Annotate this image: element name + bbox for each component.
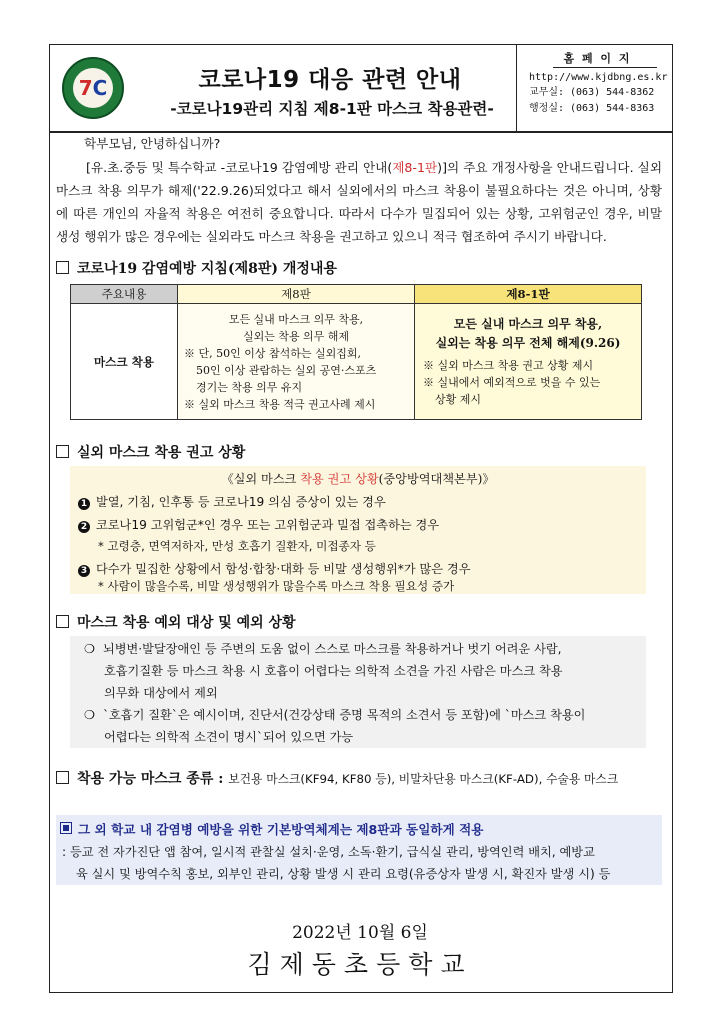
- body-line: 육 실시 및 방역수칙 홍보, 외부인 관리, 상황 발생 시 관리 요령(유증상자 발생 시, 확진자 발생 시) 등: [76, 867, 611, 881]
- number-bullet-icon: 3: [78, 565, 90, 577]
- header: [50, 45, 672, 133]
- list-item-cont: 어렵다는 의학적 소견이 명시`되어 있으면 가능: [104, 730, 354, 744]
- homepage-label: 홈 페 이 지: [563, 52, 632, 65]
- recommend-box-title: 《실외 마스크 착용 권고 상황(중앙방역대책본부)》: [221, 472, 495, 486]
- office-phone: 교무실: (063) 544-8362: [529, 87, 655, 98]
- list-item-cont: 호흡기질환 등 마스크 착용 시 호흡이 어렵다는 의학적 소견을 가진 사람은 마스크 착용: [104, 664, 563, 678]
- checkbox-icon: [56, 445, 69, 458]
- contact-box: [516, 45, 672, 131]
- divider: [553, 67, 657, 68]
- exceptions-box: [70, 636, 646, 748]
- issue-date: 2022년 10월 6일: [292, 923, 428, 943]
- table-header-v81: 제8-1판: [415, 285, 642, 304]
- v81-note: ※ 실외 마스크 착용 권고 상황 제시: [423, 359, 594, 372]
- v8-note: 경기는 착용 의무 유지: [196, 380, 303, 394]
- basic-quarantine-box: [56, 815, 662, 885]
- school-logo: [62, 57, 124, 119]
- table-cell-v8: [178, 304, 415, 420]
- list-item: ❍ `호흡기 질환`은 예시이며, 진단서(건강상태 증명 목적의 소견서 등 포함)에 `마스크 착용이: [84, 708, 586, 722]
- section-heading-revision: 코로나19 감염예방 지침(제8판) 개정내용: [56, 258, 337, 278]
- number-bullet-icon: 1: [78, 498, 90, 510]
- admin-phone: 행정실: (063) 544-8363: [529, 102, 655, 114]
- list-subnote: * 사람이 많을수록, 비말 생성행위가 많을수록 마스크 착용 필요성 증가: [98, 579, 455, 593]
- section-heading-mask-types: 착용 가능 마스크 종류 : 보건용 마스크(KF94, KF80 등), 비말차단용 마스크(KF-AD), 수술용 마스크: [56, 768, 618, 788]
- table-header-topic: 주요내용: [71, 285, 178, 304]
- greeting: 학부모님, 안녕하십니까?: [84, 136, 221, 151]
- list-item: ❍ 뇌병변·발달장애인 등 주변의 도움 없이 스스로 마스크를 착용하거나 벗기 어려운 사람,: [84, 642, 562, 656]
- intro-paragraph: [유.초.중등 및 특수학교 -코로나19 감염예방 관리 안내(제8-1판)]의 주요 개정사항을 안내드립니다. 실외 마스크 착용 의무가 해제('22.9.26)되었다고 해서 실외에서의 마스크 착용이 불필요하다는 것은 아니며, 상황에 따른 개인의 자율적 착용은 여전히 중요합니다. 따라서 다수가 밀집되어 있는 상황, 고위험군인 경우, 비말 생성 행위가 많은 경우에는 실외라도 마스크 착용을 권고하고 있으니 적극 협조하여 주시기 바랍니다.: [56, 160, 662, 244]
- v81-note: 상황 제시: [435, 393, 482, 406]
- recommend-box: [70, 466, 646, 594]
- list-item-cont: 의무화 대상에서 제외: [104, 686, 218, 700]
- v81-note: ※ 실내에서 예외적으로 벗을 수 있는: [423, 376, 601, 389]
- table-cell-v81: [415, 304, 642, 420]
- list-item: 1 발열, 기침, 인후통 등 코로나19 의심 증상이 있는 경우: [78, 493, 386, 510]
- section-heading-exceptions: 마스크 착용 예외 대상 및 예외 상황: [56, 612, 296, 632]
- checkbox-icon: [56, 771, 69, 784]
- checkbox-icon: [56, 261, 69, 274]
- table-row-label: 마스크 착용: [71, 304, 178, 420]
- v8-note: ※ 단, 50인 이상 참석하는 실외집회,: [184, 346, 361, 360]
- body-line: : 등교 전 자가진단 앱 참여, 일시적 관찰실 설치·운영, 소독·환기, 급식실 관리, 방역인력 배치, 예방교: [62, 845, 595, 859]
- mask-types: 보건용 마스크(KF94, KF80 등), 비말차단용 마스크(KF-AD), 수술용 마스크: [228, 772, 619, 786]
- list-item: 3 다수가 밀집한 상황에서 함성·합창·대화 등 비말 생성행위*가 많은 경우: [78, 560, 470, 577]
- list-item: 2 코로나19 고위험군*인 경우 또는 고위험군과 밀접 접촉하는 경우: [78, 516, 439, 533]
- circle-bullet-icon: ❍: [84, 642, 95, 656]
- logo-emblem: 7C: [73, 68, 113, 108]
- school-name: 김제동초등학교: [247, 950, 473, 979]
- v8-main: 모든 실내 마스크 의무 착용, 실외는 착용 의무 해제: [228, 312, 364, 343]
- v8-note: 50인 이상 관람하는 실외 공연·스포츠: [196, 363, 377, 377]
- homepage-url[interactable]: http://www.kjdbng.es.kr: [529, 71, 668, 83]
- v81-main: 모든 실내 마스크 의무 착용, 실외는 착용 의무 전체 해제(9.26): [435, 317, 621, 350]
- square-bullet-icon: [60, 822, 72, 834]
- number-bullet-icon: 2: [78, 521, 90, 533]
- v8-note: ※ 실외 마스크 착용 적극 권고사례 제시: [184, 397, 376, 411]
- table-header-v8: 제8판: [178, 285, 415, 304]
- section-heading-recommend: 실외 마스크 착용 권고 상황: [56, 442, 245, 462]
- circle-bullet-icon: ❍: [84, 708, 95, 722]
- page-subtitle: -코로나19관리 지침 제8-1판 마스크 착용관련-: [170, 100, 494, 118]
- revision-table: [70, 284, 642, 420]
- basic-quarantine-body: [62, 841, 610, 885]
- page-title: 코로나19 대응 관련 안내: [198, 67, 462, 93]
- basic-quarantine-title: 그 외 학교 내 감염병 예방을 위한 기본방역체계는 제8판과 동일하게 적용: [60, 819, 483, 838]
- list-subnote: * 고령층, 면역저하자, 만성 호흡기 질환자, 미접종자 등: [98, 539, 376, 553]
- checkbox-icon: [56, 615, 69, 628]
